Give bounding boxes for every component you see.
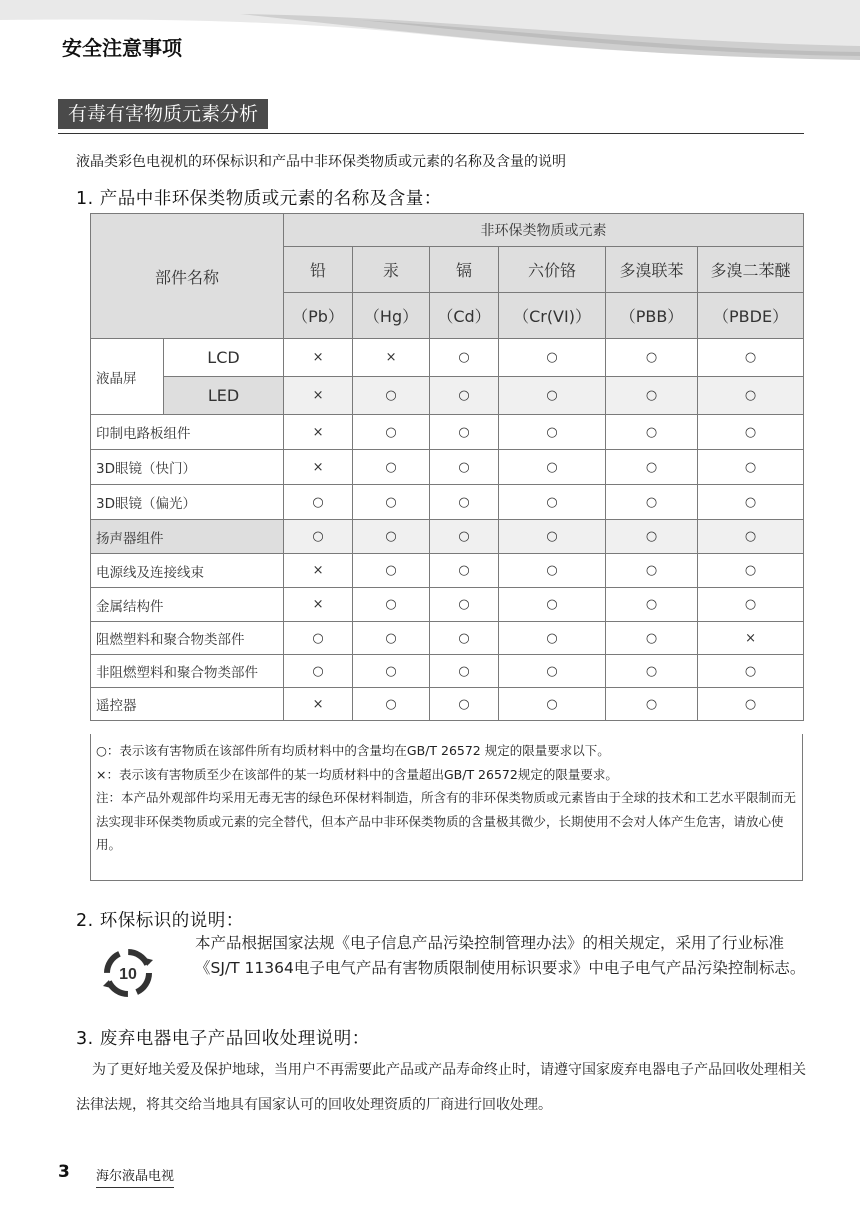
substance-mark-cell: ○ [606, 588, 698, 622]
page-number: 3 [58, 1162, 70, 1182]
substance-mark-cell: ○ [606, 622, 698, 655]
substance-name-header: 多溴二苯醚 [698, 247, 804, 293]
substance-mark-cell: ○ [430, 415, 499, 450]
substance-name-header: 六价铬 [499, 247, 606, 293]
section-divider [58, 133, 804, 134]
substance-mark-cell: ○ [284, 520, 353, 554]
part-name-cell: 3D眼镜（快门） [91, 450, 284, 485]
substance-mark-cell: ○ [353, 588, 430, 622]
substance-mark-cell: × [698, 622, 804, 655]
substance-mark-cell: ○ [353, 415, 430, 450]
substance-mark-cell: × [284, 415, 353, 450]
substance-mark-cell: ○ [606, 688, 698, 721]
footer-product-label: 海尔液晶电视 [96, 1165, 174, 1188]
substance-mark-cell: ○ [499, 588, 606, 622]
part-name-cell: 电源线及连接线束 [91, 554, 284, 588]
part-name-cell: 印制电路板组件 [91, 415, 284, 450]
substance-mark-cell: × [284, 377, 353, 415]
substance-mark-cell: ○ [698, 588, 804, 622]
substance-mark-cell: ○ [606, 520, 698, 554]
substance-mark-cell: ○ [430, 485, 499, 520]
substance-mark-cell: ○ [499, 415, 606, 450]
substance-mark-cell: ○ [499, 554, 606, 588]
substance-mark-cell: ○ [698, 339, 804, 377]
substance-mark-cell: ○ [353, 688, 430, 721]
substance-mark-cell: ○ [284, 655, 353, 688]
substance-symbol-header: （Hg） [353, 293, 430, 339]
substance-mark-cell: ○ [430, 450, 499, 485]
part-name-cell: 阻燃塑料和聚合物类部件 [91, 622, 284, 655]
part-name-cell: 非阻燃塑料和聚合物类部件 [91, 655, 284, 688]
substance-mark-cell: ○ [499, 688, 606, 721]
substance-mark-cell: ○ [698, 485, 804, 520]
substance-mark-cell: ○ [606, 655, 698, 688]
substance-mark-cell: ○ [430, 377, 499, 415]
substance-mark-cell: ○ [430, 622, 499, 655]
substance-group-header: 非环保类物质或元素 [284, 214, 804, 247]
substance-name-header: 汞 [353, 247, 430, 293]
substance-mark-cell: ○ [430, 588, 499, 622]
substance-mark-cell: × [353, 339, 430, 377]
substance-mark-cell: ○ [353, 655, 430, 688]
substance-mark-cell: ○ [499, 655, 606, 688]
substance-mark-cell: ○ [606, 377, 698, 415]
substance-mark-cell: ○ [353, 520, 430, 554]
note-cross-legend: ×：表示该有害物质至少在该部件的某一均质材料中的含量超出GB/T 26572规定的限量要求。 [96, 766, 618, 782]
section-title-tag: 有毒有害物质元素分析 [58, 99, 268, 129]
recycling-text: 为了更好地关爱及保护地球，当用户不再需要此产品或产品寿命终止时，请遵守国家废弃电器电子产品回收处理相关法律法规，将其交给当地具有国家认可的回收处理资质的厂商进行回收处理。 [76, 1062, 806, 1113]
logo-number: 10 [119, 966, 137, 983]
substance-mark-cell: ○ [606, 450, 698, 485]
substance-mark-cell: ○ [606, 415, 698, 450]
substance-mark-cell: ○ [430, 520, 499, 554]
substance-mark-cell: ○ [698, 450, 804, 485]
substance-mark-cell: × [284, 450, 353, 485]
substance-mark-cell: ○ [353, 622, 430, 655]
substance-mark-cell: ○ [499, 520, 606, 554]
substance-mark-cell: ○ [606, 485, 698, 520]
part3-heading: 3. 废弃电器电子产品回收处理说明： [76, 1029, 370, 1049]
substance-mark-cell: ○ [430, 554, 499, 588]
substance-symbol-header: （Cr(VI)） [499, 293, 606, 339]
substance-mark-cell: ○ [698, 688, 804, 721]
substance-name-header: 铅 [284, 247, 353, 293]
substance-mark-cell: ○ [353, 485, 430, 520]
part-name-cell: 遥控器 [91, 688, 284, 721]
substance-mark-cell: ○ [430, 339, 499, 377]
substance-mark-cell: ○ [698, 377, 804, 415]
substance-mark-cell: ○ [499, 450, 606, 485]
note-remark: 注：本产品外观部件均采用无毒无害的绿色环保材料制造，所含有的非环保类物质或元素皆由于全球的技术和工艺水平限制而无法实现非环保类物质或元素的完全替代，但本产品中非环保类物质的含量极其微少，长期使用不会对人体产生危害，请放心使用。 [96, 790, 797, 852]
hazardous-substance-table [90, 213, 804, 721]
substance-mark-cell: ○ [430, 655, 499, 688]
part-name-cell: 扬声器组件 [91, 520, 284, 554]
intro-text: 液晶类彩色电视机的环保标识和产品中非环保类物质或元素的名称及含量的说明 [76, 154, 566, 170]
substance-mark-cell: ○ [353, 377, 430, 415]
table-notes [90, 734, 803, 881]
environmental-mark-text: 本产品根据国家法规《电子信息产品污染控制管理办法》的相关规定，采用了行业标准《SJ/T 11364电子电气产品有害物质限制使用标识要求》中电子电气产品污染控制标志。 [195, 934, 806, 977]
substance-mark-cell: ○ [698, 554, 804, 588]
substance-name-header: 镉 [430, 247, 499, 293]
substance-mark-cell: × [284, 554, 353, 588]
substance-mark-cell: × [284, 688, 353, 721]
substance-symbol-header: （Cd） [430, 293, 499, 339]
substance-mark-cell: ○ [499, 377, 606, 415]
substance-symbol-header: （Pb） [284, 293, 353, 339]
part-name-header: 部件名称 [91, 214, 284, 339]
substance-symbol-header: （PBDE） [698, 293, 804, 339]
substance-mark-cell: ○ [284, 622, 353, 655]
substance-mark-cell: ○ [499, 622, 606, 655]
substance-mark-cell: × [284, 339, 353, 377]
part2-heading: 2. 环保标识的说明： [76, 911, 244, 931]
substance-mark-cell: ○ [698, 415, 804, 450]
substance-mark-cell: ○ [353, 554, 430, 588]
substance-mark-cell: ○ [499, 485, 606, 520]
substance-mark-cell: ○ [284, 485, 353, 520]
part-name-cell: 金属结构件 [91, 588, 284, 622]
substance-mark-cell: ○ [698, 655, 804, 688]
substance-mark-cell: ○ [606, 339, 698, 377]
part1-heading: 1. 产品中非环保类物质或元素的名称及含量： [76, 189, 442, 209]
part-name-cell: LCD [164, 339, 284, 377]
substance-symbol-header: （PBB） [606, 293, 698, 339]
lcd-group-label: 液晶屏 [91, 339, 164, 415]
substance-mark-cell: ○ [353, 450, 430, 485]
note-circle-legend: ○：表示该有害物质在该部件所有均质材料中的含量均在GB/T 26572 规定的限量要求以下。 [96, 743, 610, 758]
environmental-protection-use-period-icon [101, 946, 155, 1000]
substance-mark-cell: ○ [606, 554, 698, 588]
substance-mark-cell: ○ [698, 520, 804, 554]
page-header-title: 安全注意事项 [62, 36, 182, 60]
part-name-cell: 3D眼镜（偏光） [91, 485, 284, 520]
substance-name-header: 多溴联苯 [606, 247, 698, 293]
substance-mark-cell: ○ [499, 339, 606, 377]
part-name-cell: LED [164, 377, 284, 415]
substance-mark-cell: ○ [430, 688, 499, 721]
substance-mark-cell: × [284, 588, 353, 622]
